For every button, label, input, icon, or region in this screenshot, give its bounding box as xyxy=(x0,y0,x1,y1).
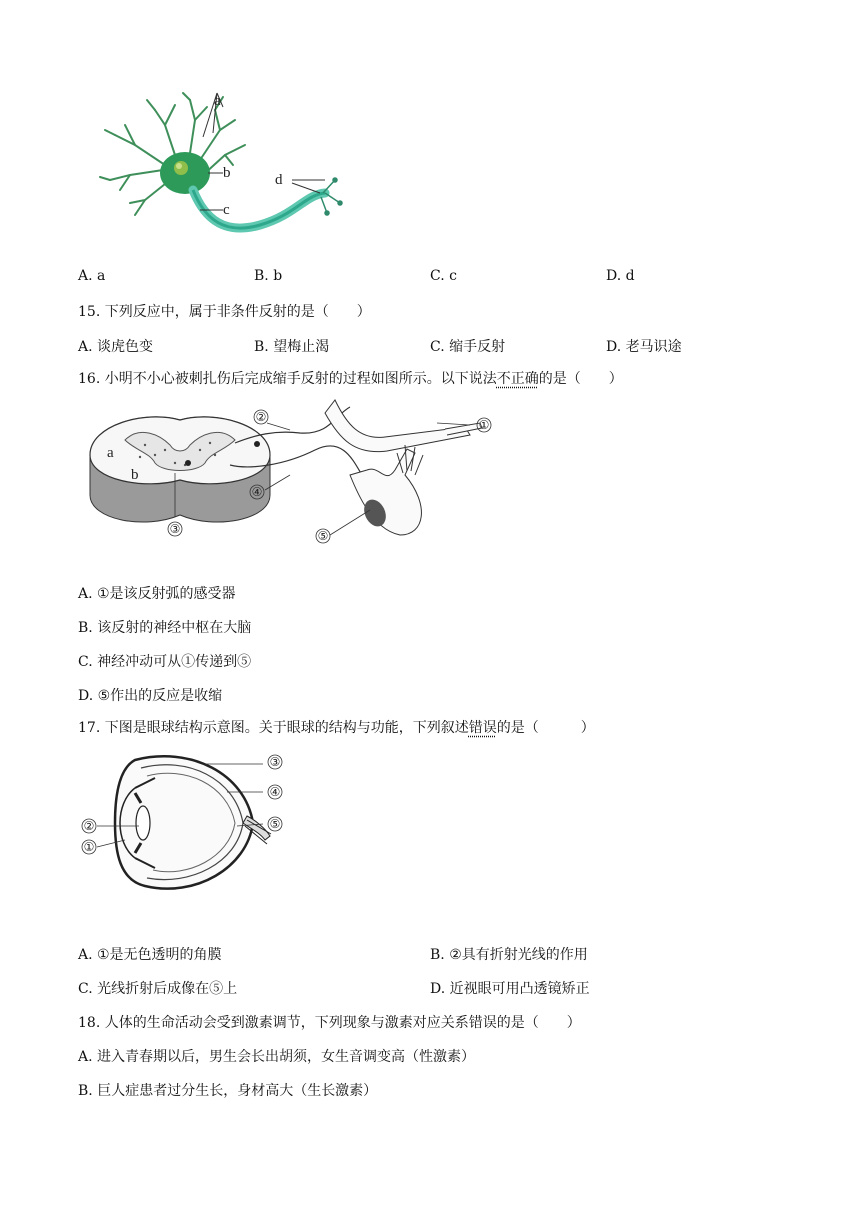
q17-stem-emphasis: 错误 xyxy=(468,720,497,736)
eye-label-2: ② xyxy=(83,819,95,833)
eye-label-1: ① xyxy=(83,840,95,854)
neuron-label-d: d xyxy=(275,172,283,188)
reflex-label-a: a xyxy=(107,445,114,461)
q16-option-c[interactable]: C. 神经冲动可从①传递到⑤ xyxy=(78,654,252,670)
q16-stem xyxy=(78,368,623,388)
reflex-label-b: b xyxy=(131,467,139,483)
q18-option-a[interactable]: A. 进入青春期以后，男生会长出胡须，女生音调变高（性激素） xyxy=(78,1049,476,1065)
q15-option-a[interactable]: A. 谈虎色变 xyxy=(78,339,154,355)
q18-stem: 18. 人体的生命活动会受到激素调节，下列现象与激素对应关系错误的是（ ） xyxy=(78,1015,581,1031)
reflex-label-4: ④ xyxy=(251,485,263,499)
q14-option-c[interactable]: C. c xyxy=(430,268,457,284)
q16-option-b[interactable]: B. 该反射的神经中枢在大脑 xyxy=(78,620,252,636)
neuron-label-b: b xyxy=(223,165,231,181)
q16-option-d[interactable]: D. ⑤作出的反应是收缩 xyxy=(78,688,223,704)
q16-stem-tail: 的是（ ） xyxy=(538,371,623,387)
eyeball-figure xyxy=(75,748,295,898)
reflex-label-5: ⑤ xyxy=(317,529,329,543)
q15-option-d[interactable]: D. 老马识途 xyxy=(606,339,682,355)
reflex-arc-figure xyxy=(85,395,505,565)
q17-stem-tail: 的是（ ） xyxy=(496,720,595,736)
eye-label-3: ③ xyxy=(269,755,281,769)
q17-option-a[interactable]: A. ①是无色透明的角膜 xyxy=(78,947,222,963)
q16-option-a[interactable]: A. ①是该反射弧的感受器 xyxy=(78,586,236,602)
q15-stem: 15. 下列反应中，属于非条件反射的是（ ） xyxy=(78,304,371,320)
q17-option-b[interactable]: B. ②具有折射光线的作用 xyxy=(430,947,588,963)
eye-label-4: ④ xyxy=(269,785,281,799)
q14-option-b[interactable]: B. b xyxy=(254,268,283,284)
q16-stem-text: 16. 小明不小心被刺扎伤后完成缩手反射的过程如图所示。以下说法 xyxy=(78,371,497,387)
q16-stem-emphasis: 不正确 xyxy=(496,371,539,387)
q14-option-d[interactable]: D. d xyxy=(606,268,635,284)
eye-label-5: ⑤ xyxy=(269,817,281,831)
reflex-label-3: ③ xyxy=(169,522,181,536)
q18-option-b[interactable]: B. 巨人症患者过分生长，身材高大（生长激素） xyxy=(78,1083,378,1099)
q15-option-c[interactable]: C. 缩手反射 xyxy=(430,339,506,355)
neuron-label-c: c xyxy=(223,202,230,218)
neuron-figure xyxy=(95,85,355,245)
q17-stem-text: 17. 下图是眼球结构示意图。关于眼球的结构与功能，下列叙述 xyxy=(78,720,469,736)
q15-option-b[interactable]: B. 望梅止渴 xyxy=(254,339,330,355)
q17-option-d[interactable]: D. 近视眼可用凸透镜矫正 xyxy=(430,981,590,997)
neuron-label-a: a xyxy=(214,93,221,109)
q14-option-a[interactable]: A. a xyxy=(78,268,106,284)
q17-stem xyxy=(78,717,595,737)
reflex-label-2: ② xyxy=(255,410,267,424)
reflex-label-1: ① xyxy=(478,418,490,432)
q17-option-c[interactable]: C. 光线折射后成像在⑤上 xyxy=(78,981,238,997)
